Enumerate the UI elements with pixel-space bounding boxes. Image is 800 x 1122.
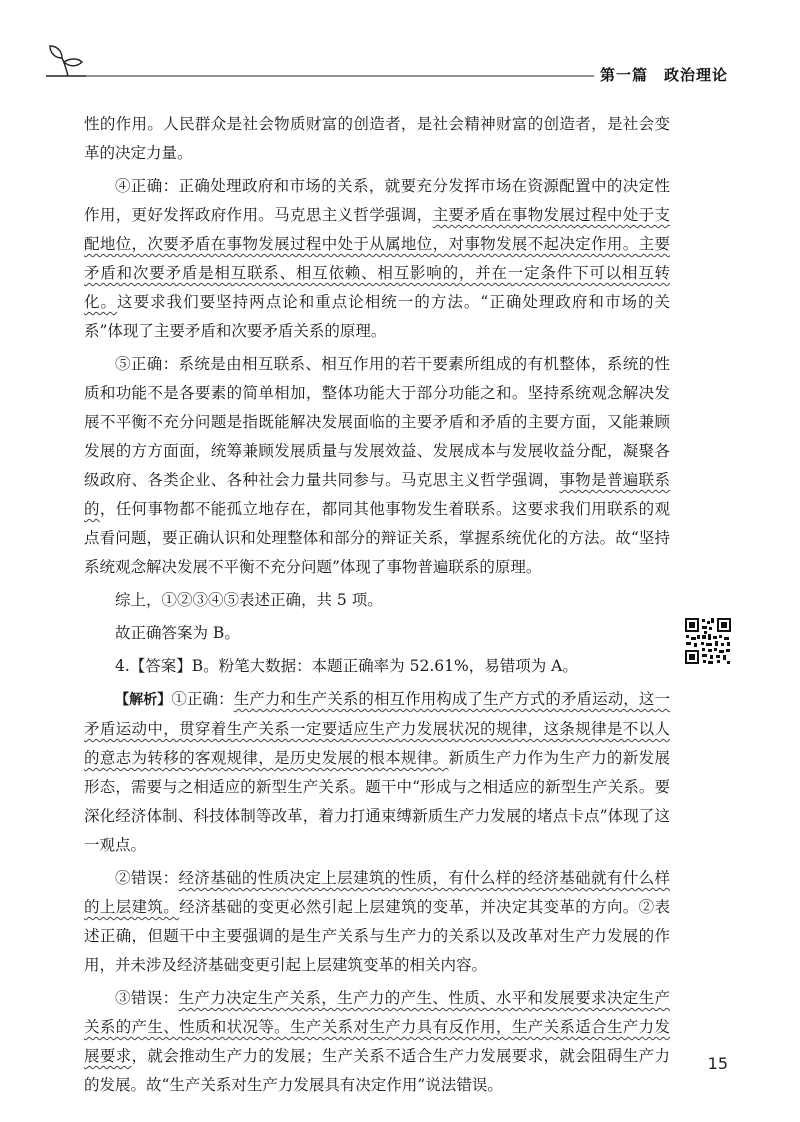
leaf-sprout-icon [46, 46, 86, 76]
header-decoration [0, 0, 800, 100]
page-header [0, 0, 800, 100]
qr-code-icon[interactable] [684, 617, 732, 665]
question-4-answer: 4.【答案】B。粉笔大数据：本题正确率为 52.61%，易错项为 A。 [115, 657, 578, 675]
section-title: 第一篇 政治理论 [594, 64, 728, 85]
analysis-label: 【解析】 [115, 692, 172, 708]
answer-line: 故正确答案为 B。 [115, 624, 240, 642]
underlined-text: 主要矛盾和次要矛盾是相互联系、相互依赖、相互影响的，并在一定条件下可以相互转化。 [84, 235, 670, 311]
underlined-text: 主要矛盾在事物发展过程中处于支配地位，次要矛盾在事物发展过程中处于从属地位，对事物发展不起决定作用。 [84, 206, 670, 253]
underlined-text: 生产力和生产关系的相互作用构成了生产方式的矛盾运动，这一矛盾运动中，贯穿着生产关系一定要适应生产力发展状况的规律，这条规律是不以人的意志为转移的客观规律，是历史发展的根本规律。 [84, 690, 670, 767]
underlined-text: 经济基础的性质决定上层建筑的性质，有什么样的经济基础就有什么样的上层建筑。 [84, 869, 670, 916]
analysis-item-3: ③错误：生产力决定生产关系，生产力的产生、性质、水平和发展要求决定生产关系的产生、性质和状况等。生产关系对生产力具有反作用，生产关系适合生产力发展要求，就会推动生产力的发展；生产关系不适合生产力发展要求，就会阻碍生产力的发展。故“生产关系对生产力发展具有决定作用”说法错误。 [84, 989, 670, 1094]
analysis-paragraph: 【解析】①正确：生产力和生产关系的相互作用构成了生产方式的矛盾运动，这一矛盾运动中，贯穿着生产关系一定要适应生产力发展状况的规律，这条规律是不以人的意志为转移的客观规律，是历史发展的根本规律。新质生产力作为生产力的新发展形态，需要与之相适应的新型生产关系。题干中“形成与之相适应的新型生产关系。要深化经济体制、科技体制等改革，着力打通束缚新质生产力发展的堵点卡点”体现了这一观点。 [84, 690, 670, 854]
analysis-item-2: ②错误：经济基础的性质决定上层建筑的性质，有什么样的经济基础就有什么样的上层建筑。经济基础的变更必然引起上层建筑的变革，并决定其变革的方向。②表述正确，但题干中主要强调的是生产关系与生产力的关系以及改革对生产力发展的作用，并未涉及经济基础变更引起上层建筑变革的相关内容。 [84, 869, 670, 974]
paragraph-item-5: ⑤正确：系统是由相互联系、相互作用的若干要素所组成的有机整体，系统的性质和功能不是各要素的简单相加，整体功能大于部分功能之和。坚持系统观念解决发展不平衡不充分问题是指既能解决发展面临的主要矛盾和矛盾的主要方面，又能兼顾发展的方方面面，统筹兼顾发展质量与发展效益、发展成本与发展收益分配，凝聚各级政府、各类企业、各种社会力量共同参与。马克思主义哲学强调，事物是普遍联系的，任何事物都不能孤立地存在，都同其他事物发生着联系。这要求我们用联系的观点看问题，要正确认识和处理整体和部分的辩证关系，掌握系统优化的方法。故“坚持系统观念解决发展不平衡不充分问题”体现了事物普遍联系的原理。 [84, 355, 670, 576]
underlined-text: 生产力决定生产关系，生产力的产生、性质、水平和发展要求决定生产关系的产生、性质和状况等。生产关系对生产力具有反作用，生产关系适合生产力发展要求 [84, 989, 670, 1065]
paragraph-item-4: ④正确：正确处理政府和市场的关系，就要充分发挥市场在资源配置中的决定性作用，更好发挥政府作用。马克思主义哲学强调，主要矛盾在事物发展过程中处于支配地位，次要矛盾在事物发展过程中处于从属地位，对事物发展不起决定作用。主要矛盾和次要矛盾是相互联系、相互依赖、相互影响的，并在一定条件下可以相互转化。这要求我们要坚持两点论和重点论相统一的方法。“正确处理政府和市场的关系”体现了主要矛盾和次要矛盾关系的原理。 [84, 177, 670, 340]
page-number: 15 [707, 1054, 728, 1073]
page-body [84, 110, 670, 1104]
paragraph-continuation: 性的作用。人民群众是社会物质财富的创造者，是社会精神财富的创造者，是社会变革的决定力量。 [84, 115, 670, 162]
summary-line: 综上，①②③④⑤表述正确，共 5 项。 [115, 591, 383, 609]
underlined-text: 事物是普遍联系的 [84, 471, 670, 518]
